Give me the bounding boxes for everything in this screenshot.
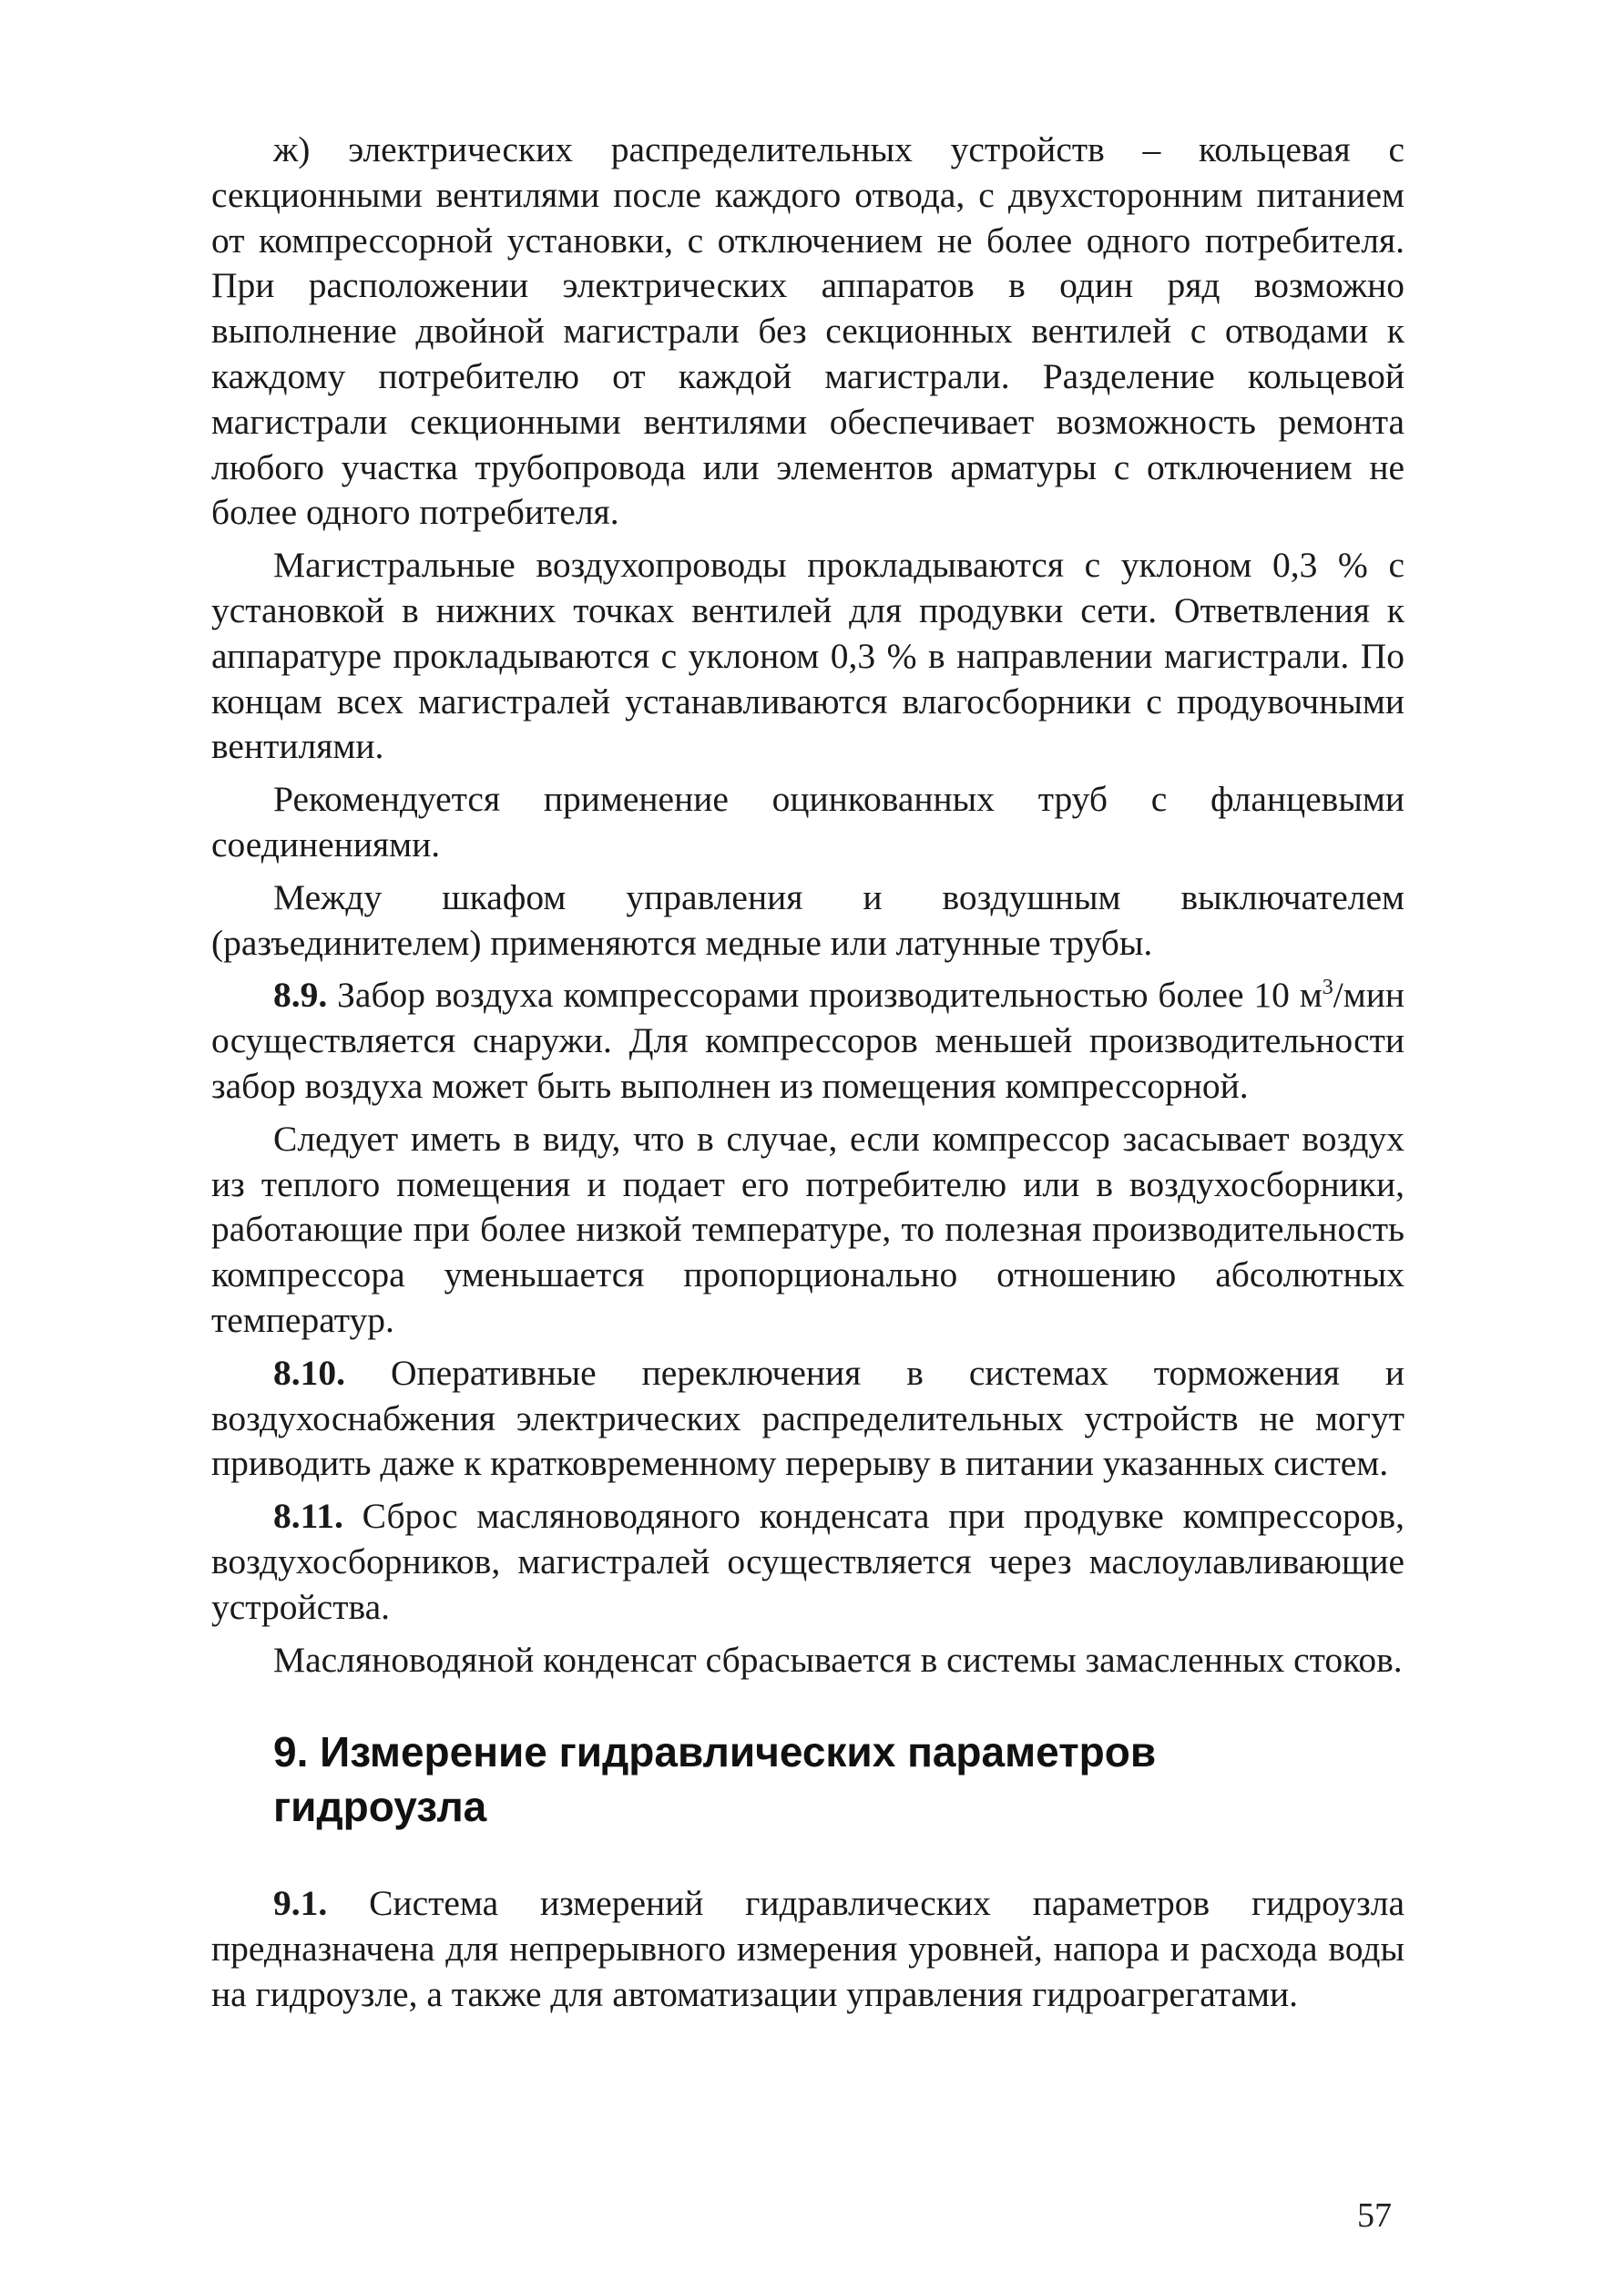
document-page (211, 128, 1404, 2018)
section-text: Оперативные переключения в системах торможения и воздухоснабжения электрических распределительных устройств не могут приводить даже к кратковременному перерыву в питании указанных систем. (211, 1352, 1404, 1484)
section-number: 8.11. (273, 1496, 343, 1537)
section-text: Забор воздуха компрессорами производительностью более 10 м (327, 975, 1323, 1016)
paragraph-galvanized-pipes: Рекомендуется применение оцинкованных труб с фланцевыми соединениями. (211, 779, 1404, 865)
section-8-10 (211, 1351, 1404, 1487)
paragraph-main-air-ducts: Магистральные воздухопроводы прокладываются с уклоном 0,3 % с установкой в нижних точках вентилей для продувки сети. Ответвления к аппаратуре прокладываются с уклоном 0,3 % в направлении магистрали. По концам всех магистралей устанавливаются влагосборники с продувочными вентилями. (211, 545, 1404, 767)
section-text: Система измерений гидравлических параметров гидроузла предназначена для непрерывного измерения уровней, напора и расхода воды на гидроузле, а также для автоматизации управления гидроагрегатами. (211, 1883, 1404, 2014)
superscript: 3 (1322, 976, 1333, 1000)
section-heading-9 (273, 1724, 1404, 1834)
paragraph-temperature-note: Следует иметь в виду, что в случае, если компрессор засасывает воздух из теплого помещения и подает его потребителю или в воздухосборники, работающие при более низкой температуре, то полезная производительность компрессора уменьшается пропорционально отношению абсолютных температур. (211, 1118, 1404, 1340)
section-text: Сброс масляноводяного конденсата при продувке компрессоров, воздухосборников, магистралей осуществляется через маслоулавливающие устройства. (211, 1496, 1404, 1627)
section-8-11 (211, 1494, 1404, 1630)
heading-line-1: 9. Измерение гидравлических параметров (273, 1728, 1157, 1776)
page-number: 57 (1357, 2196, 1392, 2235)
paragraph-oily-condensate: Масляноводяной конденсат сбрасывается в системы замасленных стоков. (273, 1639, 1403, 1680)
section-number: 8.9. (273, 975, 328, 1016)
section-9-1 (211, 1881, 1404, 2017)
section-number: 9.1. (273, 1883, 328, 1924)
section-number: 8.10. (273, 1352, 345, 1393)
section-8-9 (211, 973, 1404, 1109)
heading-line-2: гидроузла (273, 1783, 487, 1831)
paragraph-distribution-devices: ж) электрических распределительных устройств – кольцевая с секционными вентилями после каждого отвода, с двухсторонним питанием от компрессорной установки, с отключением не более одного потребителя. При расположении электрических аппаратов в один ряд возможно выполнение двойной магистрали без секционных вентилей с отводами к каждому потребителю от каждой магистрали. Разделение кольцевой магистрали секционными вентилями обеспечивает возможность ремонта любого участка трубопровода или элементов арматуры с отключением не более одного потребителя. (211, 129, 1404, 533)
section-text-continued: /мин осуществляется снаружи. Для компрессоров меньшей производительности забор воздуха может быть выполнен из помещения компрессорной. (211, 975, 1404, 1106)
paragraph-copper-pipes: Между шкафом управления и воздушным выключателем (разъединителем) применяются медные или латунные трубы. (211, 876, 1404, 963)
